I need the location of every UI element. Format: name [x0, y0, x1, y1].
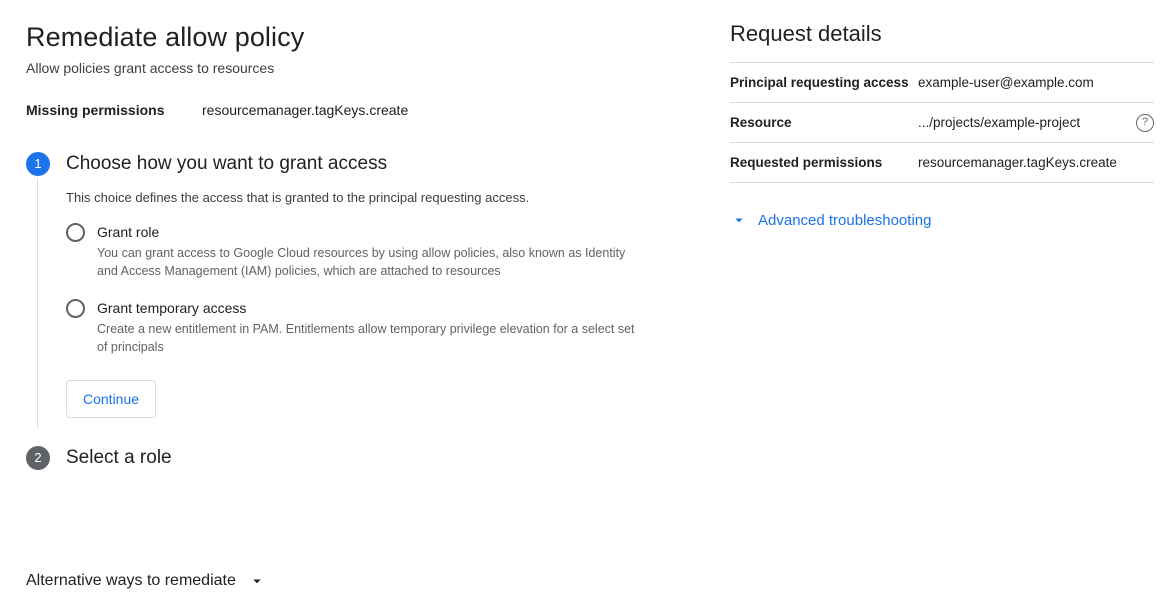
radio-option-grant-role[interactable]: [66, 222, 686, 280]
step-2-title: Select a role: [66, 447, 172, 468]
detail-value-resource: .../projects/example-project: [918, 115, 1081, 130]
left-panel: [26, 20, 686, 472]
radio-description-grant-temporary-access: Create a new entitlement in PAM. Entitlements allow temporary privilege elevation for a select set of principals: [97, 322, 635, 354]
alternative-ways-label: Alternative ways to remediate: [26, 572, 236, 589]
detail-key-requested-permissions: Requested permissions: [730, 155, 883, 170]
detail-key-resource: Resource: [730, 115, 792, 130]
radio-description-grant-role: You can grant access to Google Cloud resources by using allow policies, also known as Identity and Access Management (IAM) policies, which are attached to resources: [97, 246, 626, 278]
request-details-panel: [730, 20, 1154, 229]
stepper: [26, 150, 686, 472]
radio-button-icon[interactable]: [66, 299, 85, 318]
detail-key-principal: Principal requesting access: [730, 75, 909, 90]
step-select-a-role[interactable]: [26, 444, 686, 472]
step-choose-grant-access: [26, 150, 686, 426]
missing-permissions-row: [26, 100, 686, 120]
advanced-troubleshooting-label: Advanced troubleshooting: [758, 211, 932, 229]
chevron-down-icon: [730, 211, 748, 229]
radio-label-grant-temporary-access: Grant temporary access: [97, 300, 247, 316]
step-1-description: This choice defines the access that is granted to the principal requesting access.: [66, 190, 530, 205]
step-2-marker: 2: [26, 446, 50, 470]
help-icon[interactable]: ?: [1136, 114, 1154, 132]
table-row: [730, 143, 1154, 183]
detail-value-requested-permissions: resourcemanager.tagKeys.create: [918, 155, 1117, 170]
missing-permissions-value: resourcemanager.tagKeys.create: [202, 102, 409, 118]
radio-label-grant-role: Grant role: [97, 224, 160, 240]
step-1-title: Choose how you want to grant access: [66, 153, 388, 174]
table-row: [730, 103, 1154, 143]
detail-value-principal: example-user@example.com: [918, 75, 1094, 90]
step-1-marker: 1: [26, 152, 50, 176]
continue-button[interactable]: Continue: [66, 380, 156, 418]
request-details-title: Request details: [730, 21, 882, 46]
step-1-body: [66, 178, 686, 426]
missing-permissions-label: Missing permissions: [26, 102, 165, 118]
chevron-down-icon: [248, 572, 266, 590]
advanced-troubleshooting-toggle[interactable]: [730, 211, 1154, 229]
page-subtitle: Allow policies grant access to resources: [26, 60, 275, 76]
radio-option-grant-temporary-access[interactable]: [66, 298, 686, 356]
page-title: Remediate allow policy: [26, 22, 305, 52]
request-details-table: [730, 62, 1154, 183]
table-row: [730, 63, 1154, 103]
alternative-ways-to-remediate-toggle[interactable]: [26, 572, 266, 590]
detail-value-resource-cell: [918, 103, 1154, 143]
step-connector-line: [37, 178, 38, 428]
radio-button-icon[interactable]: [66, 223, 85, 242]
